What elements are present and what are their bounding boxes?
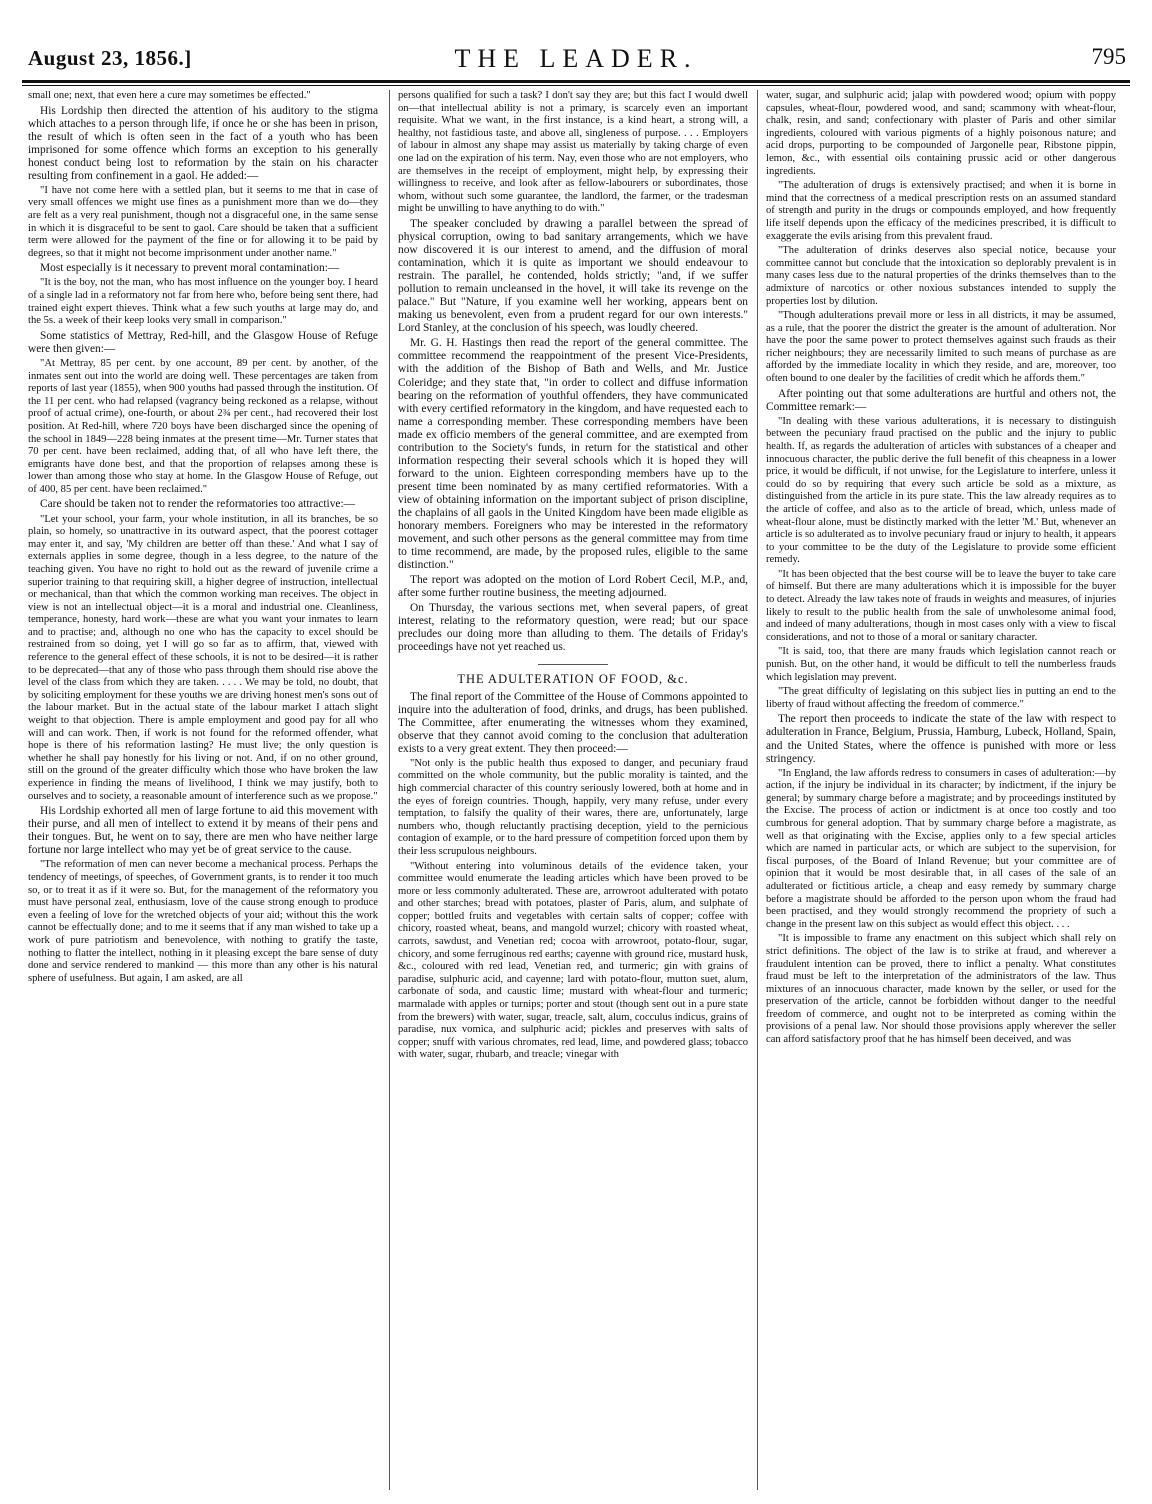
quoted-paragraph: "It has been objected that the best course will be to leave the buyer to take care of himself. But there are many adulterations which it is impossible for the buyer to detect. Already the law takes note of frauds in weights and measures, of injuries likely to result to the public health from the sale of unwholesome animal food, and indeed of many adulterations, though in most cases only with a view to fiscal considerations, and not to those of a moral or sanitary character. (766, 568, 1116, 643)
quoted-paragraph: "The adulteration of drugs is extensively practised; and when it is borne in mind that the correctness of a medical prescription rests on an assumed standard of strength and purity in the drugs or compounds employed, and how frequently life itself depends upon the efficacy of the medicines prescribed, it is difficult to exaggerate the evils arising from this prevalent fraud. (766, 180, 1116, 242)
column-divider-2 (757, 90, 758, 1490)
quoted-paragraph: "It is said, too, that there are many frauds which legislation cannot reach or punish. But, on the other hand, it would be difficult to tell the numberless frauds which legislation may prevent. (766, 646, 1116, 683)
quoted-paragraph: "In dealing with these various adulterations, it is necessary to distinguish between the pecuniary fraud practised on the public and the injury to public health. If, as regards the adulteration of articles with substances of a cheaper and innocuous character, the public derive the full benefit of this cheapness in a lower price, it would be difficult, if not unwise, for the Legislature to interfere, unless it could do so by requiring that every such article be sold as a mixture, as distinguished from the article in its pure state. This the law already requires as to the article of coffee, and also as to the article of bread, which, unless made of wheat-flour alone, must be distinctly marked with the letter 'M.' But, whenever an article is so adulterated as to involve pecuniary fraud or injury to health, it appears to your committee to be the duty of the Legislature to provide some efficient remedy. (766, 415, 1116, 566)
header-rule-thin (22, 85, 1130, 86)
quoted-paragraph: "Without entering into voluminous details of the evidence taken, your committee would enumerate the leading articles which have been proved to be more or less commonly adulterated. These are, arrowroot adulterated with potato and other starches; bread with potatoes, plaster of Paris, alum, and sulphate of copper; bottled fruits and vegetables with certain salts of copper; coffee with chicory, roasted wheat, beans, and mangold wurzel; chicory with roasted wheat, carrots, sawdust, and Venetian red; cocoa with arrowroot, potato-flour, sugar, chicory, and some ferruginous red earths; cayenne with ground rice, mustard husk, &c., coloured with red lead, Venetian red, and turmeric; gin with grains of paradise, sulphuric acid, and cayenne; lard with potato-flour, mutton suet, alum, carbonate of soda, and caustic lime; mustard with wheat-flour and turmeric; marmalade with apples or turnips; porter and stout (though sent out in a pure state from the brewers) with water, sugar, treacle, salt, alum, cocculus indicus, grains of paradise, nux vomica, and sulphuric acid; pickles and preserves with salts of copper; snuff with various chromates, red lead, lime, and powdered glass; tobacco with water, sugar, rhubarb, and treacle; vinegar with (398, 860, 748, 1061)
quoted-paragraph: "Let your school, your farm, your whole institution, in all its branches, be so plain, so homely, so unattractive in its outward aspect, that the poorest cottager may enter it, and say, 'My children are better off than these.' And what I say of externals applies in some degree, though in a less degree, to the nature of the teaching given. You have no right to hold out as the reward of juvenile crime a superior training to that requiring skill, a higher degree of instruction, intellectual or mechanical, than that which the common working man receives. The object in view is not an intellectual object—it is a moral and industrial one. Cleanliness, temperance, honesty, hard work—these are what you want your inmates to learn and to practise; and, although no one who has the capacity to excel should be restrained from so doing, yet I will go so far as to affirm, that, viewed with reference to the general effect of these schools, it is not to be desired—it is rather to be deprecated—that any of those who pass through them should rise above the level of the class from which they are taken. . . . . We may be told, no doubt, that by soliciting employment for these youths we are driving honest men's sons out of the labour market. But in the actual state of the labour market I attach slight weight to that objection. There is ample employment and good pay for all who will and can work. Then, if work is not found for the reformed offender, what hope is there of his reformation lasting? He must live; the only question is whether he shall pay honestly for his living or not. And, if on no other ground, still on the ground of the greater difficulty which those who have broken the law experience in finding the means of livelihood, I think we may justify, both to ourselves and to society, a reasonable amount of interference such as we propose." (28, 513, 378, 802)
article-heading: THE ADULTERATION OF FOOD, &c. (457, 672, 689, 687)
body-paragraph: After pointing out that some adulterations are hurtful and others not, the Committee remark:— (766, 387, 1116, 413)
column-1 (28, 90, 378, 1490)
quoted-paragraph: "It is impossible to frame any enactment on this subject which shall rely on strict definitions. The object of the law is to strike at fraud, and wherever a fraudulent intention can be proved, there to inflict a penalty. What constitutes fraud must be left to the interpretation of the administrators of the law. Thus mixtures of an innocuous character, made known by the seller, or used for the preservation of the article, cannot be forbidden without danger to the needful freedom of commerce, and ought not to be interpreted as coming within the provisions of a penal law. Nor should those provisions apply wherever the seller can afford satisfactory proof that he has himself been deceived, and was (766, 933, 1116, 1046)
body-paragraph: Most especially is it necessary to prevent moral contamination:— (40, 262, 340, 275)
page-number: 795 (1091, 44, 1126, 69)
body-paragraph: His Lordship then directed the attention of his auditory to the stigma which attaches to a person through life, if once he or she has been in prison, the result of which is often seen in the fact of a youth who has been imprisoned for some offence which forms an exception to his generally honest conduct being lost to reformation by the stain on his character resulting from confinement in a gaol. He added:— (28, 104, 378, 182)
quoted-paragraph: "I have not come here with a settled plan, but it seems to me that in case of very small offences we might use fines as a punishment more than we do—they are felt as a very real punishment, though not a disgraceful one, in the same sense in which it is disgraceful to be sent to gaol. Care should be taken that a sufficient term were allowed for the payment of the fine or for allowing it to be paid by degrees, so that it might not become imprisonment under another name." (28, 184, 378, 259)
quoted-paragraph: "Though adulterations prevail more or less in all districts, it may be assumed, as a rule, that the poorer the district the greater is the amount of adulteration. Nor have the poor the same power to protect themselves against such frauds as their richer neighbours; they are necessarily limited to such means of purchase as are afforded by the immediate locality in which they reside, and are, moreover, too often bound to one dealer by the facilities of credit which he affords them." (766, 310, 1116, 385)
body-paragraph: On Thursday, the various sections met, when several papers, of great interest, relating to the reformatory question, were read; but our space precludes our doing more than alluding to them. The details of Friday's proceedings have not yet reached us. (398, 602, 748, 654)
quoted-paragraph: "At Mettray, 85 per cent. by one account, 89 per cent. by another, of the inmates sent out into the world are doing well. These percentages are taken from reports of last year (1855), when 900 youths had passed through the institution. Of the 11 per cent. who had relapsed (vagrancy being reckoned as a relapse, without proof of actual crime), one-fourth, or about 2¾ per cent., had recovered their lost position. At Red-hill, where 720 boys have been discharged since the opening of the school in 1849—228 being inmates at the present time—Mr. Turner states that 70 per cent. have been reclaimed, adding that, of all who have left there, the emigrants have done best, and that the proportion of relapses among these is lower than among those who stay at home. In the Glasgow House of Refuge, out of 400, 85 per cent. have been reclaimed." (28, 357, 378, 495)
quoted-paragraph: "It is the boy, not the man, who has most influence on the younger boy. I heard of a single lad in a reformatory not far from here who, before being sent there, had trained eight expert thieves. Think what a few such youths at large may do, and the 5s. a week of their keep looks very small in comparison." (28, 277, 378, 327)
quoted-paragraph: water, sugar, and sulphuric acid; jalap with powdered wood; opium with poppy capsules, wheat-flour, powdered wood, and sand; scammony with wheat-flour, chalk, resin, and sand; confectionary with plaster of Paris and other similar ingredients, coloured with various pigments of a highly poisonous nature; and acid drops, purporting to be compounded of Jargonelle pear, Ribstone pippin, lemon, &c., with essential oils containing prussic acid or other dangerous ingredients. (766, 90, 1116, 177)
body-paragraph: His Lordship exhorted all men of large fortune to aid this movement with their purse, and all men of intellect to extend it by means of their pens and their tongues. But, he went on to say, there are men who have neither large fortune nor large intellect who may yet be of great service to the cause. (28, 805, 378, 857)
quoted-paragraph: persons qualified for such a task? I don't say they are; but this fact I would dwell on—that intellectual ability is not a primary, is scarcely even an important requisite. What we want, in the first instance, is a kind heart, a strong will, a healthy, not fastidious taste, and above all, singleness of purpose. . . . Employers of labour in almost any shape may assist us materially by taking charge of even one lad on the expiration of his term. Nay, even those who are not employers, who are themselves in the receipt of employment, might help, by expressing their willingness to receive, and look after as fellow-labourers or subordinates, those whom, without such some guarantee, the landlord, the farmer, or the tradesman might be unwilling to have anything to do with." (398, 90, 748, 215)
header-rule-thick (22, 80, 1130, 83)
column-3 (766, 90, 1116, 1490)
issue-date: August 23, 1856.] (28, 46, 192, 70)
quoted-paragraph: "The reformation of men can never become a mechanical process. Perhaps the tendency of meetings, of speeches, of Government grants, is to render it too much so, or to treat it as if it were so. But, for the management of the reformatory you must have personal zeal, enthusiasm, love of the cause strong enough to produce even a feeling of love for the wretched objects of your aid; without this the work cannot be effectually done; and to me it seems that if any man wished to take up a work of pure patriotism and benevolence, with nothing to gratify the taste, nothing to flatter the intellect, nothing in it pleasing except the bare sense of duty done and service rendered to mankind — this more than any other is his natural sphere of usefulness. But again, I am asked, are all (28, 859, 378, 984)
body-paragraph: Mr. G. H. Hastings then read the report of the general committee. The committee recommend the reappointment of the present Vice-Presidents, with the addition of the Bishop of Bath and Wells, and Mr. Justice Coleridge; and they state that, "in order to collect and diffuse information bearing on the reformation of youthful offenders, they have communicated with every certified reformatory in the kingdom, and have requested each to name a corresponding member. These corresponding members have been made ex officio members of the general committee, and are exempted from contribution to the Society's funds, in return for the statistical and other information respecting their several schools which it is hoped they will forward to the union. Eighteen corresponding members have up to the present time been nominated by as many certified reformatories. With a view of obtaining information on the important subject of prison discipline, the chaplains of all gaols in the United Kingdom have been made eligible as honorary members. Foreigners who may be interested in the reformatory movement, and such other persons as the general committee may from time to time recommend, are made, by the proposed rules, eligible to the same distinction." (398, 337, 748, 572)
body-paragraph: Some statistics of Mettray, Red-hill, and the Glasgow House of Refuge were then given:— (28, 329, 378, 355)
newspaper-title: THE LEADER. (454, 44, 698, 73)
section-separator (538, 664, 608, 665)
column-2 (398, 90, 748, 1490)
column-divider-1 (389, 90, 390, 1490)
quoted-paragraph: "In England, the law affords redress to consumers in cases of adulteration:—by action, if the injury be individual in its character; by indictment, if the injury be general; by summary charge before a magistrate; and by proceedings instituted by the Excise. The process of action or indictment is at once too costly and too cumbrous for general adoption. That by summary charge before a magistrate, as well as that originating with the Excise, applies only to a few special articles which are named in particular acts, or which are subject to the supervision, for fiscal purposes, of the Board of Inland Revenue; but your committee are of opinion that it would be most desirable that, in all cases of the sale of an adulterated or fictitious article, a cheap and easy remedy by summary charge before a magistrate should be afforded to the person upon whom the fraud had been practised, and they would strongly recommend the propriety of such a change in the present law on this subject as would effect this object. . . . (766, 767, 1116, 930)
quoted-paragraph: "The great difficulty of legislating on this subject lies in putting an end to the liberty of fraud without affecting the freedom of commerce." (766, 686, 1116, 710)
body-paragraph: The report was adopted on the motion of Lord Robert Cecil, M.P., and, after some further routine business, the meeting adjourned. (398, 574, 748, 600)
quoted-paragraph: "The adulteration of drinks deserves also special notice, because your committee cannot but conclude that the intoxication so deplorably prevalent is in many cases less due to the natural properties of the drinks themselves than to the admixture of narcotics or other noxious substances intended to supply the properties lost by dilution. (766, 245, 1116, 307)
quoted-paragraph: small one; next, that even here a cure may sometimes be effected." (28, 90, 311, 101)
quoted-paragraph: "Not only is the public health thus exposed to danger, and pecuniary fraud committed on the whole community, but the public morality is tainted, and the high commercial character of this country seriously lowered, both at home and in the eyes of foreign countries. Though, happily, very many refuse, under every temptation, to falsify the quality of their wares, there are, unfortunately, large numbers who, though reluctantly practising deception, yield to the pernicious contagion of example, or to the hard pressure of competition forced upon them by their less scrupulous neighbours. (398, 757, 748, 857)
body-paragraph: Care should be taken not to render the reformatories too attractive:— (40, 498, 356, 511)
body-paragraph: The final report of the Committee of the House of Commons appointed to inquire into the adulteration of food, drinks, and drugs, has been published. The Committee, after enumerating the witnesses whom they examined, observe that they cannot avoid coming to the conclusion that adulteration exists to a very great extent. They then proceed:— (398, 690, 748, 755)
body-paragraph: The speaker concluded by drawing a parallel between the spread of physical corruption, owing to bad sanitary arrangements, which we have now discovered it is our interest to amend, and the diffusion of moral contamination, which it is quite as important we should endeavour to restrain. The parallel, he contended, holds strictly; "and, if we suffer pollution to remain uncleansed in the hovel, it will take its revenge on the palace." But "Nature, if you examine well her working, appears bent on making us benevolent, even from a prudent regard for our own interests." Lord Stanley, at the conclusion of his speech, was loudly cheered. (398, 217, 748, 335)
body-paragraph: The report then proceeds to indicate the state of the law with respect to adulteration in France, Belgium, Prussia, Hamburg, Lubeck, Holland, Spain, and the United States, where the offence is punished with more or less stringency. (766, 713, 1116, 765)
masthead (22, 18, 1130, 78)
